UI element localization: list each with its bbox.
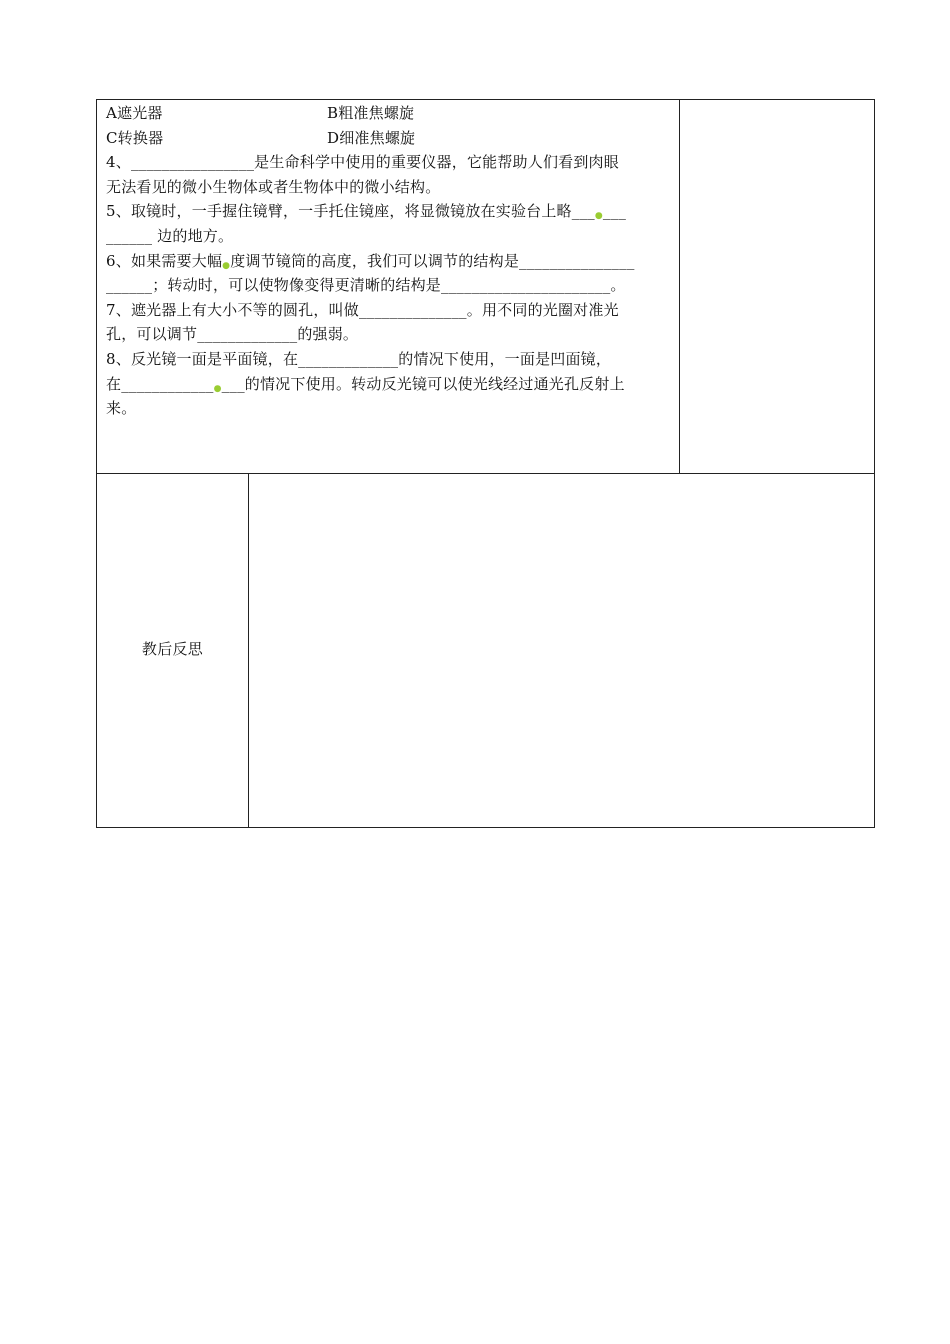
question-7-line-2: 孔，可以调节_____________的强弱。: [106, 325, 359, 344]
question-cell: [106, 101, 672, 421]
options-row-2: [106, 126, 672, 151]
option-d: D细准焦螺旋: [327, 128, 416, 147]
options-row-1: [106, 101, 672, 126]
green-dot-mark: ●: [594, 211, 603, 222]
answer-blank: ______________________: [441, 276, 611, 295]
answer-blank: _____________: [298, 349, 399, 368]
question-4-line-2: 无法看见的微小生物体或者生物体中的微小结构。: [106, 177, 441, 196]
reflection-label: 教后反思: [141, 640, 204, 658]
answer-blank: ______: [106, 276, 153, 295]
answer-blank: _____________: [197, 325, 298, 344]
answer-blank: _______________: [519, 251, 635, 270]
question-8-line-1: 8、反光镜一面是平面镜，在_____________的情况下使用，一面是凹面镜，: [106, 349, 612, 368]
green-dot-mark: ●: [213, 383, 222, 394]
option-a: A遮光器: [106, 104, 163, 122]
question-5-line-1: 5、取镜时，一手握住镜臂，一手托住镜座，将显微镜放在实验台上略___●___: [106, 202, 627, 222]
green-dot-mark: ●: [222, 260, 231, 271]
answer-blank: ______________: [358, 300, 467, 319]
option-c: C转换器: [106, 128, 164, 147]
table-row-divider: [96, 473, 875, 474]
question-6-line-1: 6、如果需要大幅●度调节镜筒的高度，我们可以调节的结构是_______________: [106, 251, 635, 271]
answer-blank: ___: [221, 374, 245, 393]
table-border-bottom: [96, 827, 875, 828]
option-b: B粗准焦螺旋: [327, 104, 415, 122]
answer-blank: ___: [571, 202, 595, 221]
answer-blank: ________________: [130, 153, 255, 172]
question-8-line-2: 在____________●___的情况下使用。转动反光镜可以使光线经过通光孔反射上: [106, 374, 625, 394]
table-border-right: [874, 99, 875, 828]
answer-blank: ______: [106, 226, 153, 245]
table-border-top: [96, 99, 875, 100]
question-5-line-2: ______ 边的地方。: [106, 226, 234, 245]
answer-blank: ___: [602, 202, 627, 221]
question-6-line-2: ______；转动时，可以使物像变得更清晰的结构是______________________。: [106, 276, 626, 295]
question-8-line-3: 来。: [106, 399, 137, 418]
table-border-left: [96, 99, 97, 828]
table-column-divider-bottom: [248, 473, 249, 828]
answer-blank: ____________: [121, 374, 214, 393]
table-column-divider-top: [679, 99, 680, 474]
question-7-line-1: 7、遮光器上有大小不等的圆孔，叫做______________。用不同的光圈对准光: [106, 300, 619, 319]
question-4-line-1: 4、________________是生命科学中使用的重要仪器，它能帮助人们看到肉眼: [106, 153, 619, 172]
